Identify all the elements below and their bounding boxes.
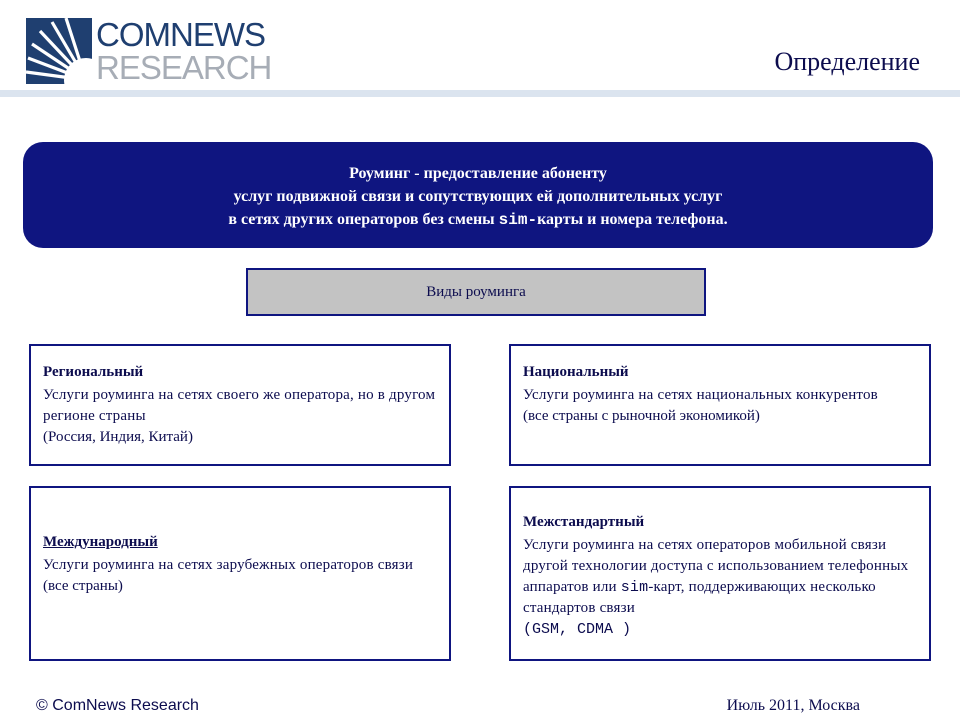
interstandard-roaming-box: [509, 486, 931, 661]
regional-title: Региональный: [43, 364, 144, 380]
definition-banner: [23, 142, 933, 248]
interstandard-note: (GSM, CDMA ): [523, 621, 632, 638]
international-roaming-box: [29, 486, 451, 661]
definition-line-3-start: в сетях других операторов без смены: [228, 211, 499, 228]
definition-line-3: [23, 208, 933, 232]
header-divider: [0, 90, 960, 97]
national-roaming-box: [509, 344, 931, 466]
definition-lead: - предоставление абоненту: [410, 165, 607, 182]
definition-line-2: услуг подвижной связи и сопутствующих ей дополнительных услуг: [233, 188, 723, 205]
interstandard-text-start: Услуги роуминга на сетях операторов мобильной связи другой технологии доступа с использованием телефонных аппаратов или: [523, 537, 909, 595]
national-text: Услуги роуминга на сетях национальных конкурентов: [523, 387, 878, 403]
logo-text-comnews: COMNEWS: [96, 16, 265, 53]
national-title: Национальный: [523, 364, 629, 380]
interstandard-text: [523, 535, 917, 619]
interstandard-sim: sim: [620, 579, 649, 596]
international-note: (все страны): [43, 578, 123, 594]
slide-title: Определение: [774, 47, 920, 76]
definition-sim: sim-: [498, 211, 538, 229]
definition-term: Роуминг: [349, 165, 411, 182]
regional-text: Услуги роуминга на сетях своего же оператора, но в другом регионе страны: [43, 387, 436, 424]
roaming-types-heading: Виды роуминга: [246, 268, 706, 316]
international-title: Международный: [43, 534, 158, 550]
regional-roaming-box: [29, 344, 451, 466]
national-note: (все страны с рыночной экономикой): [523, 408, 760, 424]
interstandard-text-end: -карт, поддерживающих несколько стандартов связи: [523, 579, 876, 616]
footer-copyright: © ComNews Research: [36, 697, 199, 714]
international-text: Услуги роуминга на сетях зарубежных операторов связи: [43, 557, 414, 573]
regional-note: (Россия, Индия, Китай): [43, 429, 193, 445]
definition-line-3-end: карты и номера телефона.: [537, 211, 728, 228]
logo-rays-icon: [26, 18, 92, 84]
interstandard-title: Межстандартный: [523, 514, 645, 530]
footer-date-location: Июль 2011, Москва: [726, 697, 860, 714]
comnews-logo: [26, 18, 286, 84]
logo-text-research: RESEARCH: [96, 49, 272, 86]
definition-line-1: [23, 162, 933, 185]
